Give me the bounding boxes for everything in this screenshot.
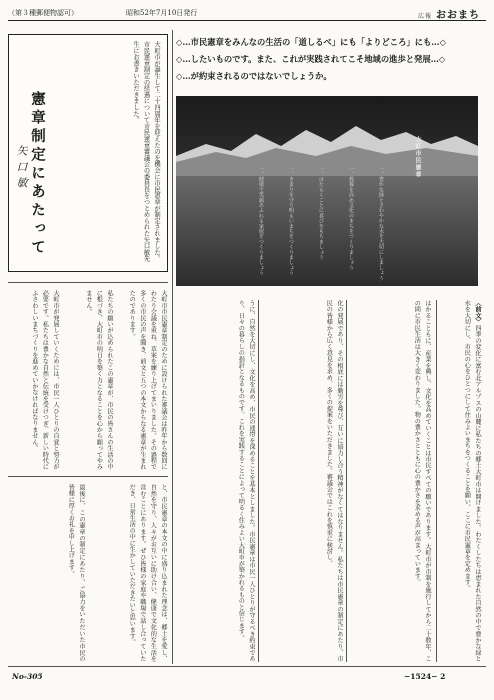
text-column: うに、自然を大切にし、文化を高め、市民の連帯を深めることを基本としました。市民憲章は市民一人ひとりが守るべき約束であり、日々の暮らしの指針となるものです。これを実践することによって明るく住みよい大町市が築かれるものと信じます。: [237, 300, 255, 662]
text-column: 大町市が発展していくためには、市民一人ひとりの自覚と努力が必要です。私たちは豊かな自然と伝統を受けつぎ、新しい時代にふさわしいまちづくりを進めていかなければなりません。: [30, 290, 59, 470]
text-column: 化の発展であり、その根底には勤労を尊び、互いに協力し合う精神がなくてはなりません。私たちは市民憲章の制定にあたり、市民の皆様から広く意見を求め、多くの提案をいただきました。審議会ではこれを慎重に検討し、: [325, 300, 343, 662]
permit-label: （第３種郵便物認可）: [8, 9, 78, 17]
section-divider: [8, 282, 168, 283]
text-column: 〈前文〉四季の変化に富む北アルプスの山麓に私たちの郷土大町市は開けました。わたくしたちは恵まれた自然の中で豊かな緑と水を大切にし、市民の心をひとつにして住みよいまちをつくることを願い、ここに市民憲章を定めます。: [463, 300, 481, 662]
page-divider: [172, 30, 173, 664]
charter-clause: 一、はたらくことに喜びをもちましょう: [318, 166, 324, 260]
brand-small: 広報: [417, 13, 432, 20]
article-title: 憲章制定にあたって: [29, 91, 46, 258]
preamble-heading: 〈前文〉: [474, 300, 481, 325]
page-header: [8, 6, 486, 20]
lead-line: ◇…したいものです。また、これが実践されてこそ地域の進歩と発展…◇: [176, 54, 446, 64]
charter-clause: 一、健康で笑顔あふれる家庭をつくりましょう: [258, 166, 264, 276]
article-author: 矢口敏: [15, 145, 28, 193]
charter-clause: 一、豊かな緑とさわやかな水を大切にしましょう: [378, 166, 384, 281]
header-rule: [8, 20, 486, 21]
brand-name: おおまち: [436, 10, 480, 21]
lead-line: ◇…市民憲章をみんなの生活の「道しるべ」にも「よりどころ」にも…◇: [176, 37, 446, 47]
newsletter-brand: [418, 6, 480, 21]
page-number: −1524− 2: [404, 672, 446, 681]
issue-date: 昭和52年7月10日発行: [126, 9, 198, 17]
article-title-box: [8, 34, 168, 272]
charter-clause: 一、きまりを守り明るいまちをつくりましょう: [288, 166, 294, 276]
photo-caption: 大町市民憲章: [414, 136, 421, 178]
text-column: と、市民憲章の本文の中に盛り込まれた理念は、郷土を愛し、自然を守り、人々がお互いに助け合い、健康で文化的な生活を営むことにあります。ぜひ皆様の家庭や職場で話し合っていただき、日常生活の中に生かしていただきたいと思います。: [128, 484, 167, 662]
footer-rule: [8, 666, 486, 667]
text-column: 大町市市民憲章制定のために設けられた審議会は昨年から数回にわたり会議を重ね、草案を練り上げてまいりました。その過程で多くの市民の声を聞き、前文と五つの本文からなる憲章が生まれたのであります。: [128, 290, 167, 470]
section-divider: [8, 476, 168, 477]
article-intro: 大町市が誕生して二十四周年を迎えたのを機会に市民憲章が制定されました。市民憲章制定の経過について市民憲章審議会の委員長をつとめられた矢口敏先生にお書きいただきました。: [132, 41, 160, 262]
text-column: 最後に、この憲章の制定にあたり、ご協力をいただいた市民の皆様に厚くお礼を申し上げます。: [67, 484, 85, 662]
column-divider: [436, 300, 437, 662]
text-column: はかることもに、産業を興し、文化を高めていくことは市民すべての願いであります。大町市が市制を施行してから二十数年、この間に市民生活は大きく変わりました。物の豊かさとともに心の豊かさを求める声が高まっています。: [413, 300, 431, 662]
charter-clause: 一、教養を高め文化のまちをつくりましょう: [348, 166, 354, 270]
lead-line: ◇…が約束されるのではないでしょうか。: [176, 71, 332, 81]
column-divider: [258, 300, 259, 662]
issue-number: No-305: [12, 672, 43, 681]
mountain-landscape-image: [176, 96, 478, 286]
lead-text: [176, 34, 476, 85]
charter-photo: [176, 96, 478, 286]
column-divider: [346, 300, 347, 662]
text-column: 私たちの願いが込められたこの憲章が、市民の皆さんの生活の中に根づき、大町市の明日を築く力となることを心から願ってやみません。: [84, 290, 113, 470]
